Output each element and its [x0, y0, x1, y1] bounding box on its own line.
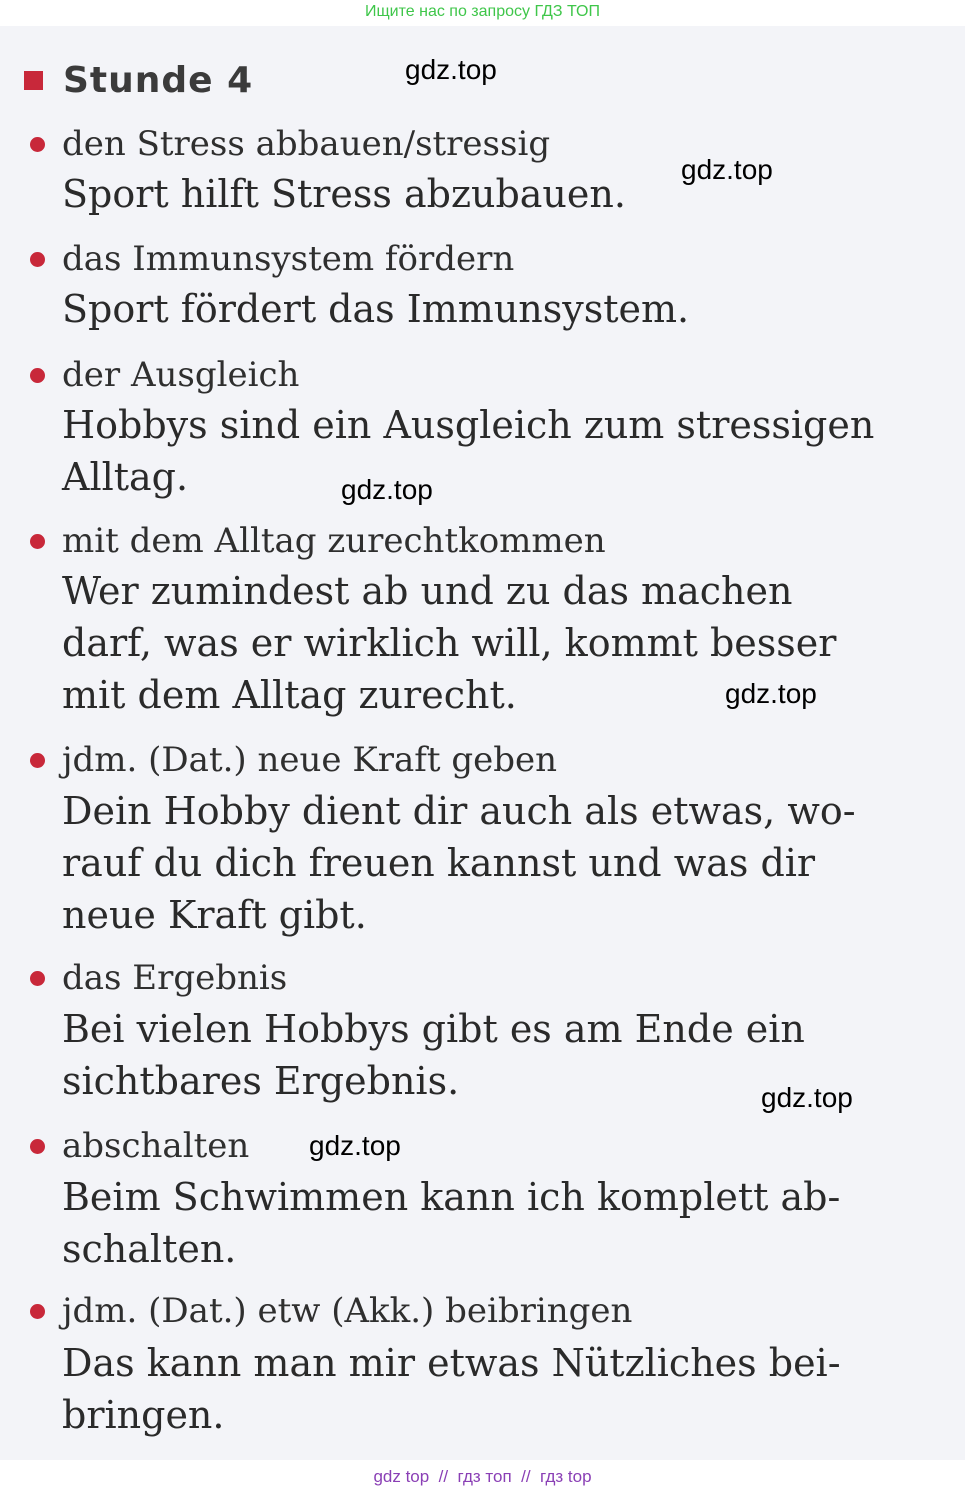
square-bullet-icon: [24, 71, 43, 90]
watermark: gdz.top: [725, 678, 817, 709]
example-line: bringen.: [62, 1393, 225, 1437]
example-sentence: [62, 399, 902, 503]
page-title: Stunde 4: [63, 59, 254, 101]
example-sentence: Sport hilft Stress abzubauen.: [62, 172, 626, 216]
watermark: gdz.top: [405, 54, 497, 85]
bullet-icon: [30, 137, 45, 152]
watermark: gdz.top: [309, 1130, 401, 1161]
example-sentence: Sport fördert das Immunsystem.: [62, 287, 690, 331]
bottom-banner: gdz top // гдз топ // гдз top: [373, 1467, 592, 1486]
example-line: Hobbys sind ein Ausgleich zum stressigen: [62, 403, 875, 447]
example-line: sichtbares Ergebnis.: [62, 1059, 460, 1103]
example-line: Das kann man mir etwas Nützliches bei-: [62, 1341, 841, 1385]
example-sentence: [62, 1337, 902, 1441]
bullet-icon: [30, 753, 45, 768]
vocab-term: jdm. (Dat.) etw (Akk.) beibringen: [62, 1291, 633, 1331]
vocab-term: abschalten: [62, 1126, 250, 1166]
bullet-icon: [30, 1304, 45, 1319]
example-line: Beim Schwimmen kann ich komplett ab-: [62, 1175, 841, 1219]
bullet-icon: [30, 368, 45, 383]
vocab-term: das Ergebnis: [62, 958, 288, 998]
top-banner: Ищите нас по запросу ГДЗ ТОП: [365, 3, 600, 20]
watermark: gdz.top: [681, 154, 773, 185]
vocab-term: das Immunsystem fördern: [62, 239, 515, 279]
bullet-icon: [30, 534, 45, 549]
example-line: rauf du dich freuen kannst und was dir: [62, 841, 816, 885]
bullet-icon: [30, 1139, 45, 1154]
vocab-term: der Ausgleich: [62, 355, 300, 395]
example-sentence: [62, 785, 902, 941]
section-heading: [24, 60, 253, 100]
example-line: Bei vielen Hobbys gibt es am Ende ein: [62, 1007, 805, 1051]
bullet-icon: [30, 971, 45, 986]
bullet-icon: [30, 252, 45, 267]
example-line: mit dem Alltag zurecht.: [62, 673, 517, 717]
example-sentence: [62, 1171, 902, 1275]
textbook-page: [0, 26, 965, 1460]
example-line: Wer zumindest ab und zu das machen: [62, 569, 793, 613]
vocab-term: mit dem Alltag zurechtkommen: [62, 521, 606, 561]
example-line: Alltag.: [62, 455, 189, 499]
vocab-term: jdm. (Dat.) neue Kraft geben: [62, 740, 557, 780]
example-line: schalten.: [62, 1227, 237, 1271]
example-line: Dein Hobby dient dir auch als etwas, wo-: [62, 789, 856, 833]
watermark: gdz.top: [341, 474, 433, 505]
vocab-term: den Stress abbauen/stressig: [62, 124, 551, 164]
example-line: neue Kraft gibt.: [62, 893, 367, 937]
watermark: gdz.top: [761, 1082, 853, 1113]
example-line: darf, was er wirklich will, kommt besser: [62, 621, 837, 665]
